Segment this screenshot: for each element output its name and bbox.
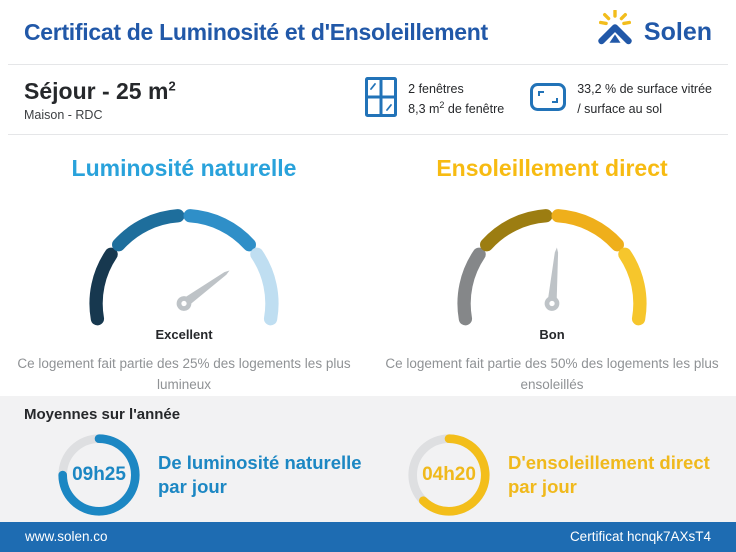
glazing-ratio-suffix: / surface au sol	[577, 101, 662, 116]
direct-sun-average-label: D'ensoleillement direct par jour	[508, 451, 710, 497]
direct-sun-rating: Bon	[539, 326, 565, 342]
direct-sun-hours: 04h20	[422, 463, 476, 485]
glazing-ratio: 33,2 % de surface vitrée	[577, 82, 712, 97]
natural-light-title: Luminosité naturelle	[71, 154, 297, 181]
room-metrics	[365, 77, 712, 122]
gauge-needle	[544, 247, 564, 312]
windows-text	[408, 80, 504, 120]
natural-light-description: Ce logement fait partie des 25% des logements les plus lumineux	[17, 355, 351, 392]
windows-info	[365, 77, 504, 122]
room-name: Séjour - 25 $m^2$	[24, 77, 176, 104]
brand-logo	[593, 10, 712, 55]
brand-name: Solen	[643, 17, 712, 46]
window-icon	[365, 77, 397, 122]
direct-sun-title: Ensoleillement direct	[436, 154, 668, 181]
footer-bar	[0, 522, 736, 552]
direct-sun-ring	[406, 432, 492, 518]
gauges-section	[0, 135, 736, 396]
natural-light-rating: Excellent	[155, 326, 213, 342]
averages-heading: Moyennes sur l'année	[24, 405, 181, 423]
natural-light-panel	[0, 135, 368, 396]
header	[0, 0, 736, 64]
direct-sun-description: Ce logement fait partie des 50% des logements les plus ensoleillés	[385, 355, 719, 392]
page-title: Certificat de Luminosité et d'Ensoleillement	[24, 18, 488, 45]
natural-light-ring	[56, 432, 142, 518]
averages-section	[0, 396, 736, 522]
glazing-info	[530, 80, 712, 119]
floor-surface-icon	[530, 83, 566, 116]
sun-rays	[601, 11, 630, 24]
room-info-row	[0, 65, 736, 133]
natural-light-average	[24, 432, 368, 518]
natural-light-average-label: De luminosité naturelle par jour	[158, 451, 362, 497]
gauge-needle	[174, 264, 234, 313]
room-subtitle: Maison - RDC	[24, 107, 103, 122]
room-identity	[24, 78, 176, 122]
website-link[interactable]: www.solen.co	[25, 529, 108, 545]
solen-house-sun-icon	[593, 10, 637, 55]
certificate-id: Certificat hcnqk7AXsT4	[569, 529, 711, 545]
natural-light-gauge	[51, 189, 317, 326]
direct-sun-average	[368, 432, 712, 518]
direct-sun-gauge	[419, 189, 685, 326]
glazing-text	[577, 80, 712, 119]
windows-count: 2 fenêtres	[408, 81, 464, 96]
natural-light-hours: 09h25	[72, 463, 126, 485]
windows-area: 8,3 $m^2$ de fenêtre	[408, 100, 505, 117]
averages-row	[24, 432, 712, 518]
direct-sun-panel	[368, 135, 736, 396]
